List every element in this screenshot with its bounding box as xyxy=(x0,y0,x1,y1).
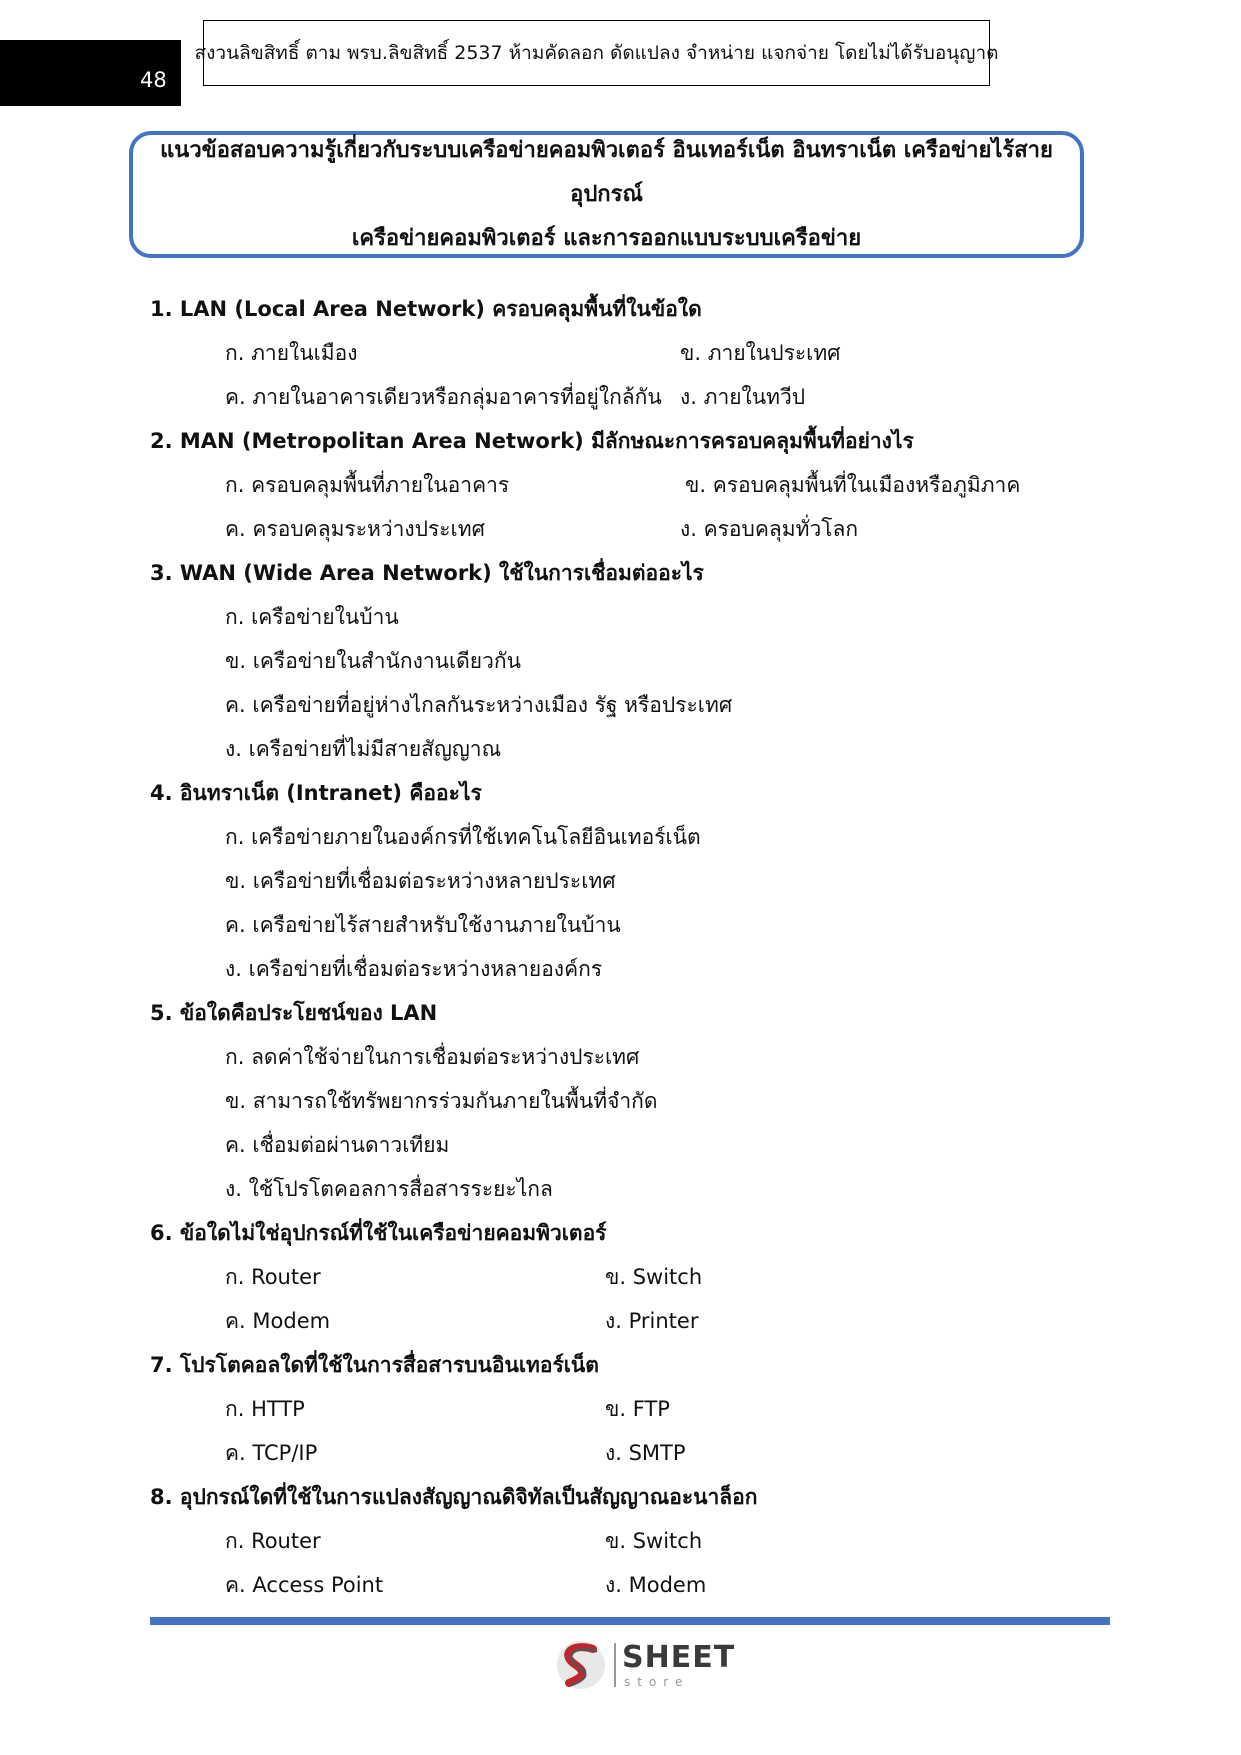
question-text: 4. อินทราเน็ต (Intranet) คืออะไร xyxy=(150,781,482,805)
option-b: ข. ครอบคลุมพื้นที่ในเมืองหรือภูมิภาค xyxy=(685,473,1021,497)
option-d: ง. เครือข่ายที่ไม่มีสายสัญญาณ xyxy=(225,737,502,761)
option-b: ข. FTP xyxy=(605,1397,670,1421)
option-d: ง. Printer xyxy=(605,1309,699,1333)
question-text: 1. LAN (Local Area Network) ครอบคลุมพื้นที่ในข้อใด xyxy=(150,297,702,321)
option-c: ค. เครือข่ายที่อยู่ห่างไกลกันระหว่างเมือง รัฐ หรือประเทศ xyxy=(225,693,733,717)
option-d: ง. ภายในทวีป xyxy=(680,385,806,409)
option-c: ค. Modem xyxy=(225,1309,331,1333)
option-b: ข. ภายในประเทศ xyxy=(680,341,841,365)
option-c: ค. TCP/IP xyxy=(225,1441,318,1465)
option-c: ค. ภายในอาคารเดียวหรือกลุ่มอาคารที่อยู่ใกล้กัน xyxy=(225,385,662,409)
footer-divider xyxy=(150,1617,1110,1625)
question-text: 2. MAN (Metropolitan Area Network) มีลักษณะการครอบคลุมพื้นที่อย่างไร xyxy=(150,429,914,453)
option-a: ก. Router xyxy=(225,1529,321,1553)
option-b: ข. สามารถใช้ทรัพยากรร่วมกันภายในพื้นที่จำกัด xyxy=(225,1089,658,1113)
option-c: ค. Access Point xyxy=(225,1573,384,1597)
option-d: ง. SMTP xyxy=(605,1441,686,1465)
option-a: ก. เครือข่ายภายในองค์กรที่ใช้เทคโนโลยีอินเทอร์เน็ต xyxy=(225,825,701,849)
logo-subtext: store xyxy=(624,1675,690,1689)
option-a: ก. Router xyxy=(225,1265,321,1289)
question-text: 6. ข้อใดไม่ใช่อุปกรณ์ที่ใช้ในเครือข่ายคอมพิวเตอร์ xyxy=(150,1221,607,1245)
option-b: ข. เครือข่ายในสำนักงานเดียวกัน xyxy=(225,649,521,673)
option-c: ค. ครอบคลุมระหว่างประเทศ xyxy=(225,517,485,541)
question-text: 3. WAN (Wide Area Network) ใช้ในการเชื่อมต่ออะไร xyxy=(150,561,704,585)
option-a: ก. HTTP xyxy=(225,1397,305,1421)
option-b: ข. Switch xyxy=(605,1529,703,1553)
copyright-notice xyxy=(194,20,999,86)
option-d: ง. ใช้โปรโตคอลการสื่อสารระยะไกล xyxy=(225,1177,553,1201)
option-c: ค. เชื่อมต่อผ่านดาวเทียม xyxy=(225,1133,450,1157)
option-c: ค. เครือข่ายไร้สายสำหรับใช้งานภายในบ้าน xyxy=(225,913,621,937)
logo-text: SHEET xyxy=(622,1640,736,1675)
option-a: ก. เครือข่ายในบ้าน xyxy=(225,605,399,629)
section-title-line1: แนวข้อสอบความรู้เกี่ยวกับระบบเครือข่ายคอมพิวเตอร์ อินเทอร์เน็ต อินทราเน็ต เครือข่ายไร้สายอุปกรณ์ xyxy=(160,137,1053,207)
section-title-box xyxy=(129,131,1084,258)
section-title-line2: เครือข่ายคอมพิวเตอร์ และการออกแบบระบบเครือข่าย xyxy=(351,225,862,251)
option-d: ง. Modem xyxy=(605,1573,707,1597)
option-b: ข. เครือข่ายที่เชื่อมต่อระหว่างหลายประเทศ xyxy=(225,869,616,893)
option-a: ก. ครอบคลุมพื้นที่ภายในอาคาร xyxy=(225,473,510,497)
copyright-text: สงวนลิขสิทธิ์ ตาม พรบ.ลิขสิทธิ์ 2537 ห้ามคัดลอก ดัดแปลง จำหน่าย แจกจ่าย โดยไม่ได้รับอนุญาต xyxy=(194,42,999,64)
option-d: ง. ครอบคลุมทั่วโลก xyxy=(680,517,859,541)
option-a: ก. ลดค่าใช้จ่ายในการเชื่อมต่อระหว่างประเทศ xyxy=(225,1045,640,1069)
page-number: 48 xyxy=(140,68,167,92)
question-text: 8. อุปกรณ์ใดที่ใช้ในการแปลงสัญญาณดิจิทัลเป็นสัญญาณอะนาล็อก xyxy=(150,1485,758,1509)
question-text: 7. โปรโตคอลใดที่ใช้ในการสื่อสารบนอินเทอร์เน็ต xyxy=(150,1353,599,1377)
option-b: ข. Switch xyxy=(605,1265,703,1289)
option-a: ก. ภายในเมือง xyxy=(225,341,358,365)
question-text: 5. ข้อใดคือประโยชน์ของ LAN xyxy=(150,1001,438,1025)
option-d: ง. เครือข่ายที่เชื่อมต่อระหว่างหลายองค์กร xyxy=(225,957,603,981)
